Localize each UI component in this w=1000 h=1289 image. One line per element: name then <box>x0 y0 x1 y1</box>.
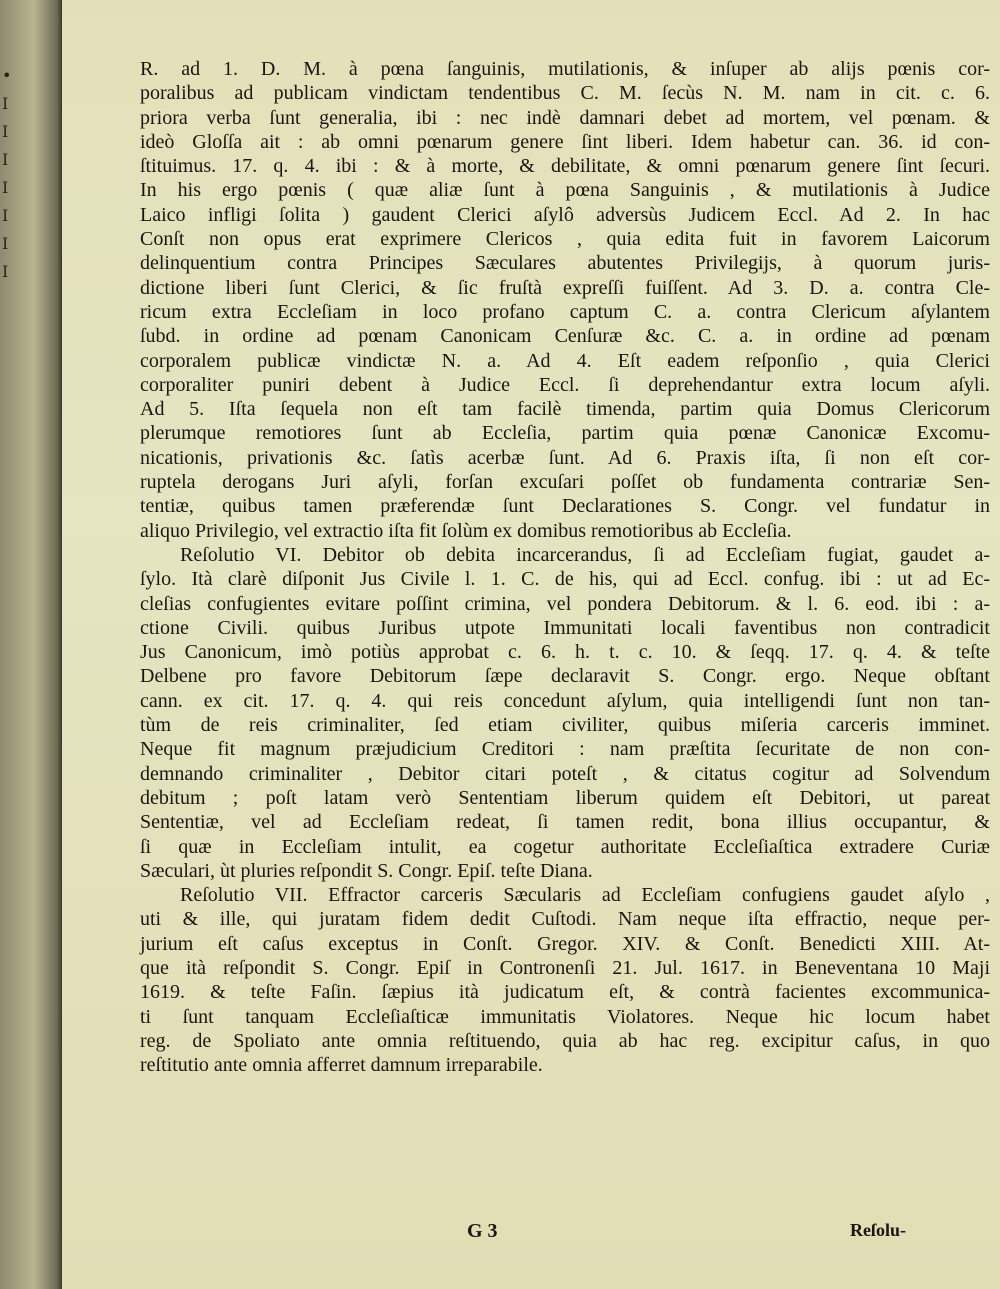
text-line: cann. ex cit. 17. q. 4. qui reis concedunt aſylum, quia intelligendi ſunt non tan- <box>140 689 990 712</box>
text-line: tùm de reis criminaliter, ſed etiam civiliter, quibus miſeria carceris imminet. <box>140 714 990 737</box>
text-line: Ad 5. Iſta ſequela non eſt tam facilè timenda, partim quia Domus Clericorum <box>140 398 990 421</box>
text-line: In his ergo pœnis ( quæ aliæ ſunt à pœna Sanguinis , & mutilationis à Judice <box>140 179 990 202</box>
text-line: nicationis, privationis &c. ſatìs acerbæ ſunt. Ad 6. Praxis iſta, ſi non eſt cor- <box>140 446 990 469</box>
text-line: priora verba ſunt generalia, ibi : nec indè damnari debet ad mortem, vel pœnam. & <box>140 106 990 129</box>
text-line: dictione liberi ſunt Clerici, & ſic fruſtà expreſſi fuiſſent. Ad 3. D. a. contra Cle- <box>140 276 990 299</box>
text-line: debitum ; poſt latam verò Sententiam liberum quidem eſt Debitori, ut pareat <box>140 786 990 809</box>
text-line: que ità reſpondit S. Congr. Epiſ in Contronenſi 21. Jul. 1617. in Beneventana 10 Maji <box>140 956 990 979</box>
gutter-mark: I <box>2 150 9 169</box>
text-line: corporalem publicæ vindictæ N. a. Ad 4. Eſt eadem reſponſio , quia Clerici <box>140 349 990 372</box>
gutter-mark: I <box>2 206 9 225</box>
catchword: Reſolu- <box>850 1220 906 1240</box>
text-line: Conſt non opus erat exprimere Clericos , quia edita fuit in favorem Laicorum <box>140 228 990 251</box>
text-line: tentiæ, quibus tamen præferendæ ſunt Declarationes S. Congr. vel fundatur in <box>140 495 990 518</box>
text-line: Sententiæ, vel ad Eccleſiam redeat, ſi tamen redit, bona illius occupantur, & <box>140 811 990 834</box>
text-line: delinquentium contra Principes Sæculares abutentes Privilegijs, à quorum juris- <box>140 252 990 275</box>
body-text <box>140 57 990 1077</box>
text-line: ruptela derogans Juri aſyli, forſan excuſari poſſet ob fundamenta contrariæ Sen- <box>140 471 990 494</box>
gutter-mark: I <box>2 262 9 281</box>
text-line: ſi quæ in Eccleſiam intulit, ea cogetur authoritate Eccleſiaſtica extradere Curiæ <box>140 835 990 858</box>
text-line: cleſias confugientes evitare poſſint crimina, vel pondera Debitorum. & l. 6. eod. ibi : a- <box>140 592 990 615</box>
text-line: ti ſunt tanquam Eccleſiaſticæ immunitatis Violatores. Neque hic locum habet <box>140 1005 990 1028</box>
signature-mark: G 3 <box>467 1220 498 1242</box>
text-line: ctione Civili. quibus Juribus utpote Immunitati locali faventibus non contradicit <box>140 616 990 639</box>
gutter-mark: I <box>2 94 9 113</box>
text-line: aliquo Privilegio, vel extractio iſta fit ſolùm ex domibus remotioribus ab Eccleſia. <box>140 519 792 542</box>
text-line: corporaliter puniri debent à Judice Eccl. ſi deprehendantur extra locum aſyli. <box>140 373 990 396</box>
section-heading-resolutio-vi: Reſolutio VI. Debitor ob debita incarcerandus, ſi ad Eccleſiam fugiat, gaudet a- <box>180 543 990 566</box>
gutter-mark: I <box>2 122 9 141</box>
text-line: Neque fit magnum præjudicium Creditori : nam præſtita ſecuritate de non con- <box>140 738 990 761</box>
page-footer <box>62 1220 1000 1250</box>
gutter-mark: I <box>2 178 9 197</box>
text-line: Delbene pro favore Debitorum ſæpe declaravit S. Congr. ergo. Neque obſtant <box>140 665 990 688</box>
text-line: Laico infligi ſolita ) gaudent Clerici aſylô adversùs Judicem Eccl. Ad 2. In hac <box>140 203 990 226</box>
text-line: ſubd. in ordine ad pœnam Canonicam Cenſuræ &c. C. a. in ordine ad pœnam <box>140 325 990 348</box>
text-line: ſylo. Ità clarè diſponit Jus Civile l. 1. C. de his, qui ad Eccl. confug. ibi : ut ad Ec- <box>140 568 990 591</box>
text-line: Jus Canonicum, imò potiùs approbat c. 6. h. t. c. 10. & ſeqq. 17. q. 4. & teſte <box>140 641 990 664</box>
text-line: 1619. & teſte Faſin. ſæpius ità judicatum eſt, & contrà facientes excommunica- <box>140 981 990 1004</box>
text-line: reſtitutio ante omnia afferret damnum irreparabile. <box>140 1054 543 1077</box>
gutter-mark: • <box>2 66 12 85</box>
text-line: poralibus ad publicam vindictam tendentibus C. M. ſecùs N. M. nam in cit. c. 6. <box>140 82 990 105</box>
page-binding-edge <box>0 0 62 1289</box>
text-line: jurium eſt caſus exceptus in Conſt. Gregor. XIV. & Conſt. Benedicti XIII. At- <box>140 932 990 955</box>
text-line: R. ad 1. D. M. à pœna ſanguinis, mutilationis, & inſuper ab alijs pœnis cor- <box>140 58 990 80</box>
text-line: ideò Gloſſa ait : ab omni pœnarum genere ſint liberi. Idem habetur can. 36. id con- <box>140 130 990 153</box>
text-line: Sæculari, ùt pluries reſpondit S. Congr. Epiſ. teſte Diana. <box>140 859 593 882</box>
section-heading-resolutio-vii: Reſolutio VII. Effractor carceris Sæcularis ad Eccleſiam confugiens gaudet aſylo , <box>180 884 990 907</box>
gutter-mark: I <box>2 234 9 253</box>
text-line: ſtituimus. 17. q. 4. ibi : & à morte, & debilitate, & omni pœnarum genere ſint ſecuri. <box>140 155 990 178</box>
book-page <box>62 0 1000 1289</box>
text-line: demnando criminaliter , Debitor citari poteſt , & citatus cogitur ad Solvendum <box>140 762 990 785</box>
text-line: uti & ille, qui juratam fidem dedit Cuſtodi. Nam neque iſta effractio, neque per- <box>140 908 990 931</box>
text-line: plerumque remotiores ſunt ab Eccleſia, partim quia pœnæ Canonicæ Excomu- <box>140 422 990 445</box>
text-line: ricum extra Eccleſiam in loco profano captum C. a. contra Clericum aſylantem <box>140 300 990 323</box>
text-line: reg. de Spoliato ante omnia reſtituendo, quia ab hac reg. excipitur caſus, in quo <box>140 1029 990 1052</box>
